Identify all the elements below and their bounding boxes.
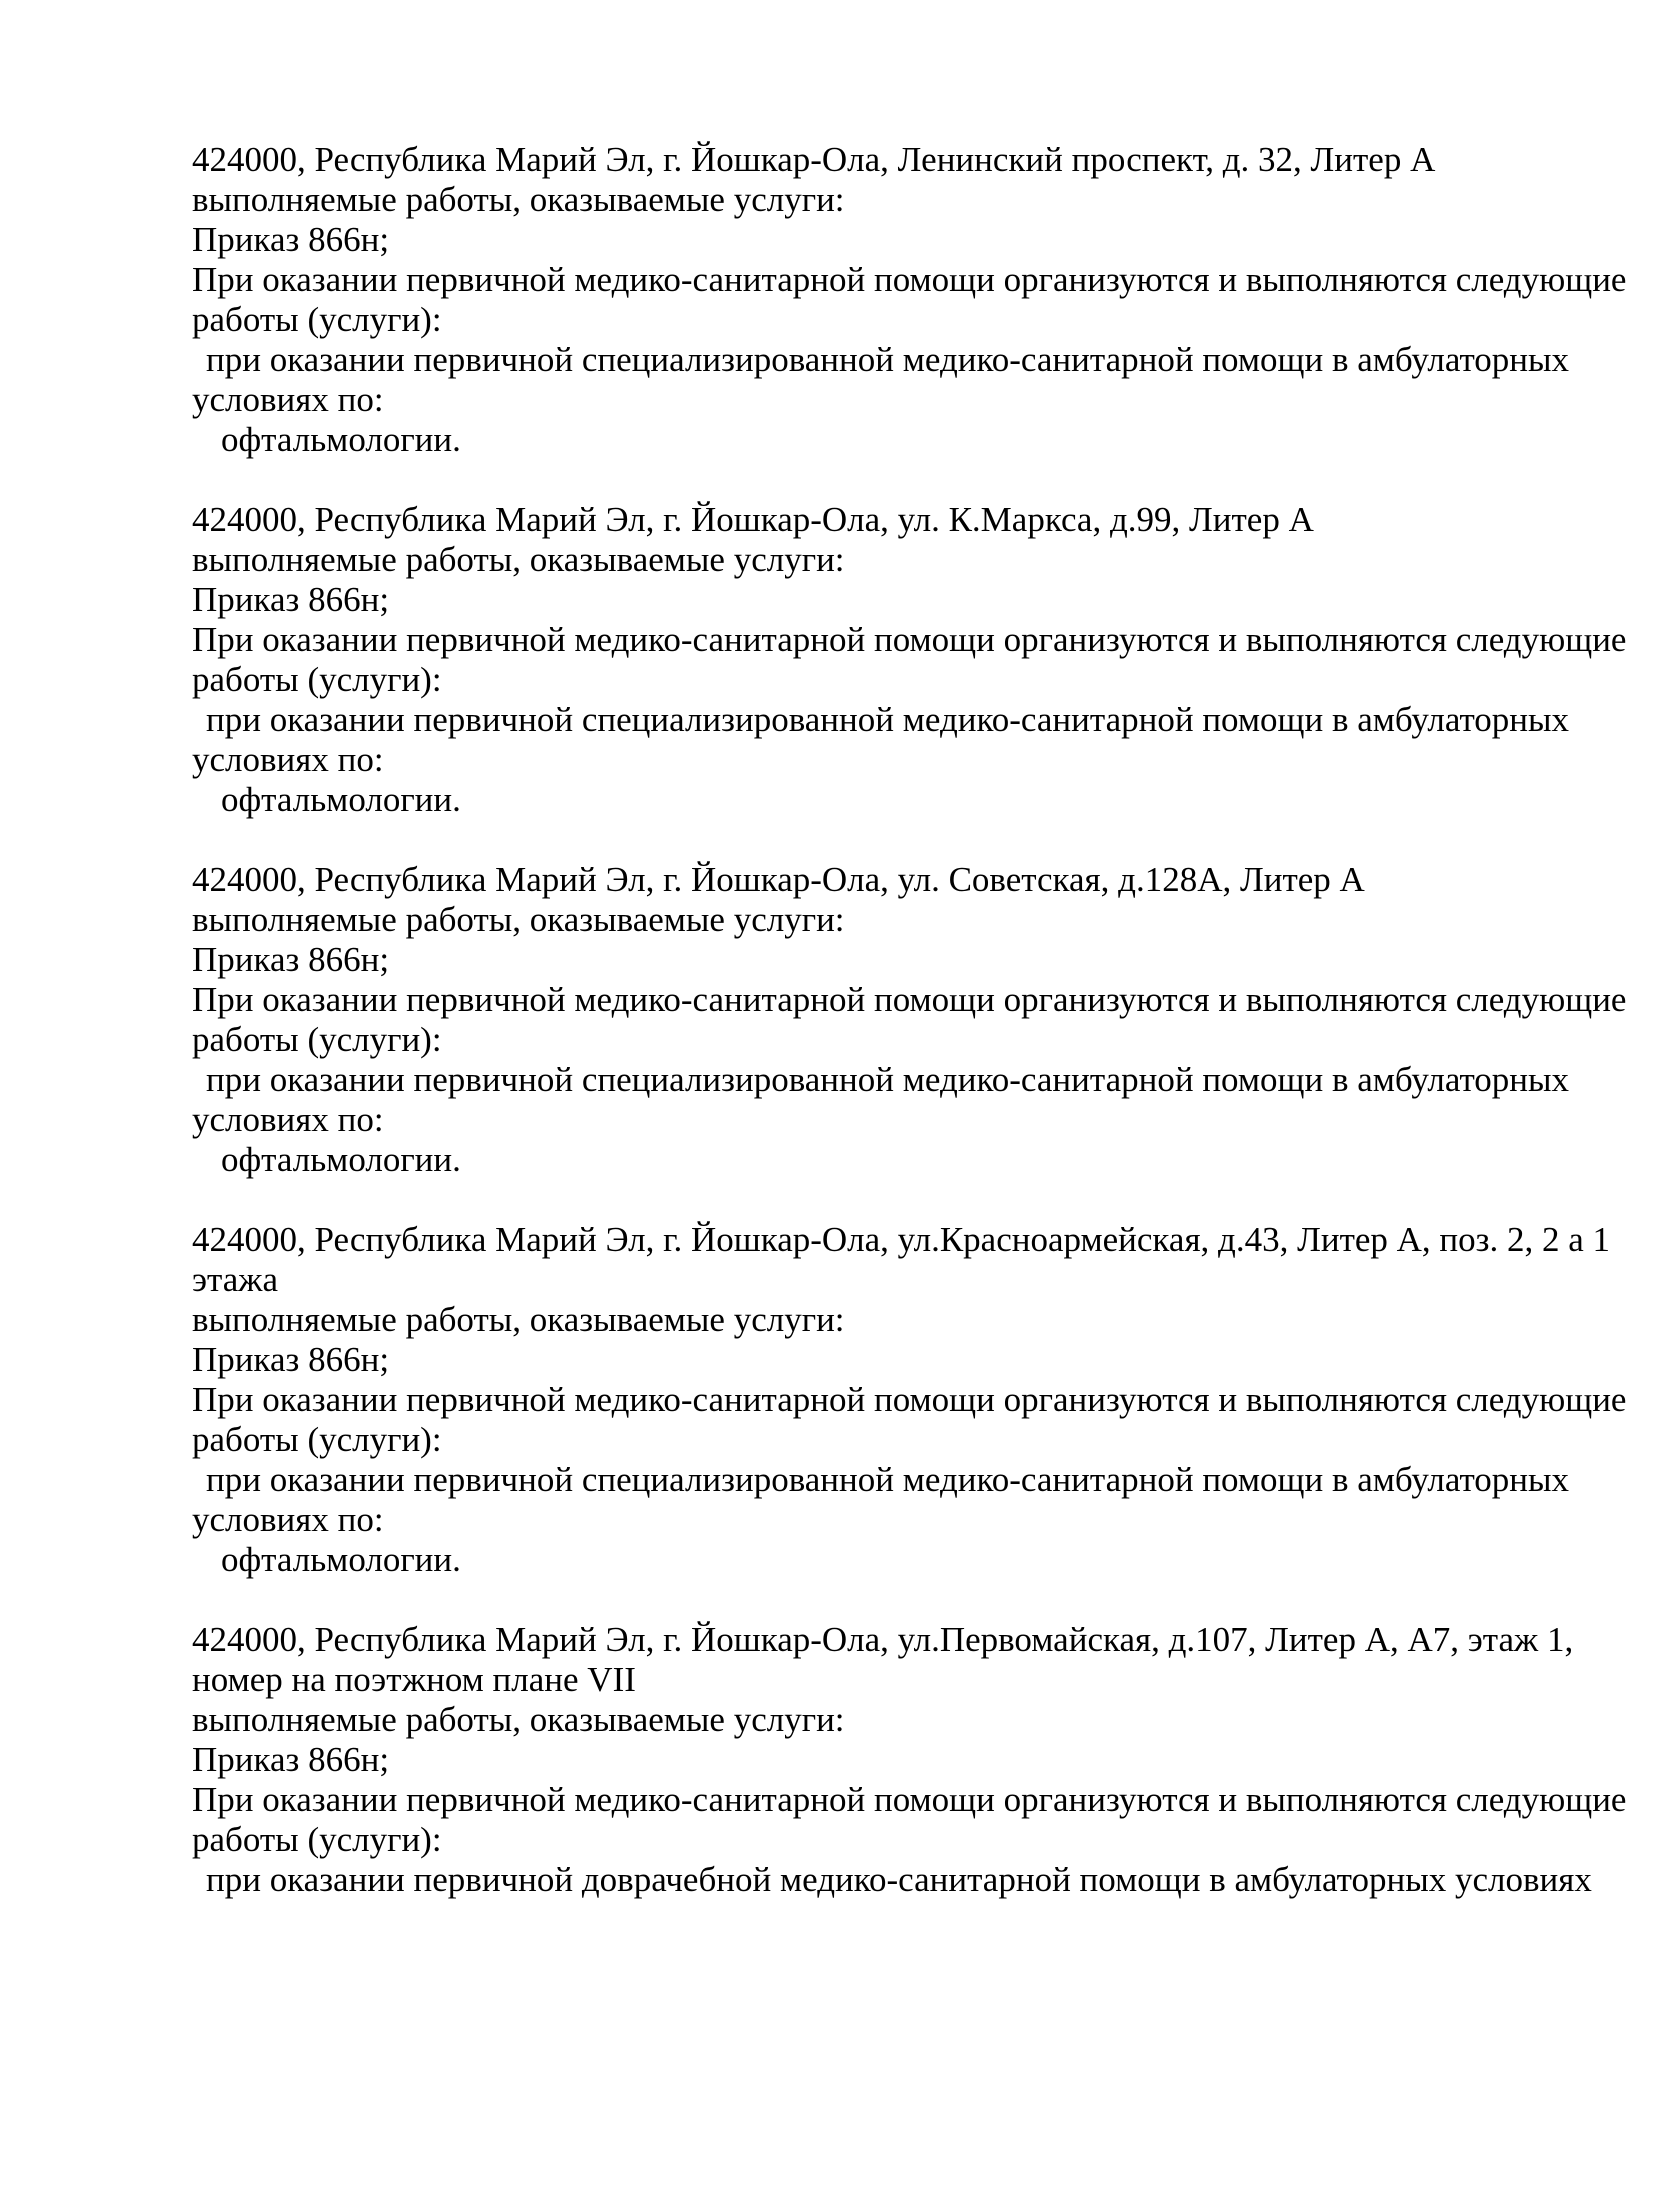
text-line: При оказании первичной медико-санитарной помощи организуются и выполняются следующие — [192, 1780, 1627, 1819]
text-line: выполняемые работы, оказываемые услуги: — [192, 900, 845, 939]
text-line: Приказ 866н; — [192, 1340, 390, 1379]
text-line: работы (услуги): — [192, 660, 442, 699]
text-line: Приказ 866н; — [192, 940, 390, 979]
text-line: 424000, Республика Марий Эл, г. Йошкар-Ола, ул. К.Маркса, д.99, Литер А — [192, 500, 1314, 539]
text-line: При оказании первичной медико-санитарной помощи организуются и выполняются следующие — [192, 1380, 1627, 1419]
text-line: при оказании первичной специализированной медико-санитарной помощи в амбулаторных — [206, 1060, 1570, 1099]
text-line: При оказании первичной медико-санитарной помощи организуются и выполняются следующие — [192, 260, 1627, 299]
text-line: условиях по: — [192, 740, 384, 779]
text-line: условиях по: — [192, 1500, 384, 1539]
text-line: этажа — [192, 1260, 278, 1299]
license-address-section — [192, 1220, 1627, 1580]
text-line: при оказании первичной специализированной медико-санитарной помощи в амбулаторных — [206, 340, 1570, 379]
text-line: при оказании первичной специализированной медико-санитарной помощи в амбулаторных — [206, 1460, 1570, 1499]
text-line: офтальмологии. — [221, 780, 461, 819]
text-line: выполняемые работы, оказываемые услуги: — [192, 540, 845, 579]
text-line: выполняемые работы, оказываемые услуги: — [192, 1700, 845, 1739]
text-line: работы (услуги): — [192, 300, 442, 339]
text-line: условиях по: — [192, 1100, 384, 1139]
text-line: 424000, Республика Марий Эл, г. Йошкар-Ола, ул.Красноармейская, д.43, Литер А, поз. 2, 2 а 1 — [192, 1220, 1611, 1259]
license-address-section — [192, 140, 1627, 460]
text-line: условиях по: — [192, 380, 384, 419]
text-line: выполняемые работы, оказываемые услуги: — [192, 1300, 845, 1339]
text-line: При оказании первичной медико-санитарной помощи организуются и выполняются следующие — [192, 620, 1627, 659]
text-line: при оказании первичной доврачебной медико-санитарной помощи в амбулаторных условиях — [206, 1860, 1592, 1899]
text-line: 424000, Республика Марий Эл, г. Йошкар-Ола, ул. Советская, д.128А, Литер А — [192, 860, 1365, 899]
license-address-section — [192, 1620, 1627, 1900]
text-line: 424000, Республика Марий Эл, г. Йошкар-Ола, ул.Первомайская, д.107, Литер А, А7, этаж 1, — [192, 1620, 1574, 1659]
license-address-section — [192, 500, 1627, 820]
text-line: номер на поэтжном плане VII — [192, 1660, 636, 1699]
text-line: при оказании первичной специализированной медико-санитарной помощи в амбулаторных — [206, 700, 1570, 739]
text-line: Приказ 866н; — [192, 1740, 390, 1779]
document-body — [192, 140, 1627, 1940]
text-line: работы (услуги): — [192, 1020, 442, 1059]
text-line: Приказ 866н; — [192, 580, 390, 619]
text-line: При оказании первичной медико-санитарной помощи организуются и выполняются следующие — [192, 980, 1627, 1019]
text-line: офтальмологии. — [221, 1540, 461, 1579]
text-line: выполняемые работы, оказываемые услуги: — [192, 180, 845, 219]
text-line: офтальмологии. — [221, 1140, 461, 1179]
text-line: Приказ 866н; — [192, 220, 390, 259]
text-line: 424000, Республика Марий Эл, г. Йошкар-Ола, Ленинский проспект, д. 32, Литер А — [192, 140, 1436, 179]
license-address-section — [192, 860, 1627, 1180]
text-line: офтальмологии. — [221, 420, 461, 459]
text-line: работы (услуги): — [192, 1420, 442, 1459]
text-line: работы (услуги): — [192, 1820, 442, 1859]
